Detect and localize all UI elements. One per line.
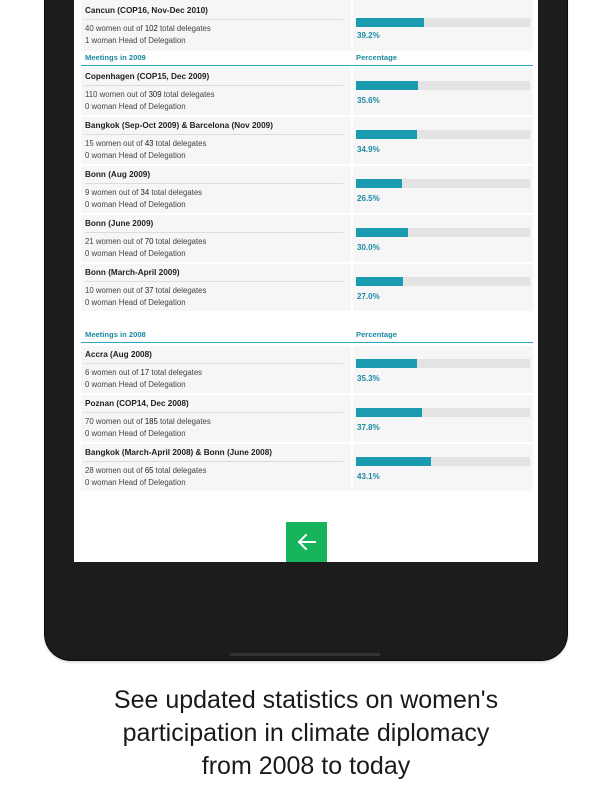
- percentage-value: 26.5%: [357, 194, 380, 203]
- section-header-2008: [81, 329, 533, 343]
- percentage-bar-track: [356, 277, 530, 286]
- section-percentage-heading: Percentage: [356, 330, 397, 339]
- head-of-delegation-line: 0 woman Head of Delegation: [85, 380, 186, 389]
- section-percentage-heading: Percentage: [356, 53, 397, 62]
- delegates-line: 15 women out of 43 total delegates: [85, 139, 207, 148]
- meeting-card: [81, 346, 533, 394]
- percentage-value: 27.0%: [357, 292, 380, 301]
- promo-caption: [0, 684, 612, 783]
- head-of-delegation-line: 0 woman Head of Delegation: [85, 478, 186, 487]
- head-of-delegation-line: 1 woman Head of Delegation: [85, 36, 186, 45]
- percentage-value: 30.0%: [357, 243, 380, 252]
- percentage-bar-track: [356, 228, 530, 237]
- section-title: Meetings in 2008: [85, 330, 146, 339]
- percentage-bar-track: [356, 359, 530, 368]
- meeting-title: Bangkok (Sep-Oct 2009) & Barcelona (Nov 2009): [85, 121, 273, 130]
- title-divider: [85, 85, 343, 86]
- title-divider: [85, 19, 343, 20]
- head-of-delegation-line: 0 woman Head of Delegation: [85, 429, 186, 438]
- percentage-bar-track: [356, 81, 530, 90]
- meeting-card: [81, 215, 533, 263]
- head-of-delegation-line: 0 woman Head of Delegation: [85, 249, 186, 258]
- title-divider: [85, 461, 343, 462]
- percentage-bar-fill: [356, 130, 417, 139]
- head-of-delegation-line: 0 woman Head of Delegation: [85, 298, 186, 307]
- meeting-card: [81, 117, 533, 165]
- percentage-bar-track: [356, 130, 530, 139]
- head-of-delegation-line: 0 woman Head of Delegation: [85, 151, 186, 160]
- delegates-line: 40 women out of 102 total delegates: [85, 24, 211, 33]
- head-of-delegation-line: 0 woman Head of Delegation: [85, 200, 186, 209]
- head-of-delegation-line: 0 woman Head of Delegation: [85, 102, 186, 111]
- percentage-value: 43.1%: [357, 472, 380, 481]
- percentage-value: 35.3%: [357, 374, 380, 383]
- percentage-bar-track: [356, 18, 530, 27]
- meeting-title: Bonn (June 2009): [85, 219, 154, 228]
- meeting-title: Bangkok (March-April 2008) & Bonn (June 2008): [85, 448, 272, 457]
- meeting-title: Cancun (COP16, Nov-Dec 2010): [85, 6, 208, 15]
- meeting-card: [81, 166, 533, 214]
- percentage-bar-fill: [356, 408, 422, 417]
- title-divider: [85, 183, 343, 184]
- delegates-line: 10 women out of 37 total delegates: [85, 286, 207, 295]
- meeting-title: Poznan (COP14, Dec 2008): [85, 399, 189, 408]
- section-title: Meetings in 2009: [85, 53, 146, 62]
- delegates-line: 9 women out of 34 total delegates: [85, 188, 203, 197]
- meeting-card: [81, 264, 533, 312]
- title-divider: [85, 412, 343, 413]
- delegates-line: 70 women out of 185 total delegates: [85, 417, 211, 426]
- caption-line: See updated statistics on women's: [113, 686, 499, 714]
- delegates-line: 28 women out of 65 total delegates: [85, 466, 207, 475]
- meeting-card: [81, 68, 533, 116]
- meeting-title: Copenhagen (COP15, Dec 2009): [85, 72, 210, 81]
- percentage-value: 39.2%: [357, 31, 380, 40]
- percentage-bar-fill: [356, 277, 403, 286]
- delegates-line: 110 women out of 309 total delegates: [85, 90, 215, 99]
- percentage-bar-fill: [356, 179, 402, 188]
- app-screen: [74, 0, 538, 562]
- title-divider: [85, 363, 343, 364]
- percentage-value: 37.8%: [357, 423, 380, 432]
- percentage-bar-fill: [356, 359, 417, 368]
- meeting-title: Bonn (March-April 2009): [85, 268, 180, 277]
- arrow-left-icon: [298, 534, 316, 550]
- percentage-bar-track: [356, 179, 530, 188]
- delegates-line: 6 women out of 17 total delegates: [85, 368, 203, 377]
- meeting-card: [81, 444, 533, 492]
- percentage-value: 35.6%: [357, 96, 380, 105]
- section-header-2009: [81, 52, 533, 66]
- title-divider: [85, 281, 343, 282]
- caption-line: from 2008 to today: [201, 752, 411, 780]
- percentage-bar-fill: [356, 18, 424, 27]
- percentage-bar-track: [356, 408, 530, 417]
- delegates-line: 21 women out of 70 total delegates: [85, 237, 207, 246]
- tablet-device-frame: [45, 0, 567, 660]
- meeting-title: Bonn (Aug 2009): [85, 170, 151, 179]
- meeting-title: Accra (Aug 2008): [85, 350, 152, 359]
- percentage-bar-fill: [356, 228, 408, 237]
- title-divider: [85, 232, 343, 233]
- meeting-card: [81, 395, 533, 443]
- percentage-bar-fill: [356, 81, 418, 90]
- back-button[interactable]: [286, 522, 327, 562]
- title-divider: [85, 134, 343, 135]
- percentage-bar-track: [356, 457, 530, 466]
- meeting-card-cancun: [81, 0, 533, 52]
- device-home-bar: [230, 653, 380, 656]
- percentage-bar-fill: [356, 457, 431, 466]
- percentage-value: 34.9%: [357, 145, 380, 154]
- caption-line: participation in climate diplomacy: [122, 719, 490, 747]
